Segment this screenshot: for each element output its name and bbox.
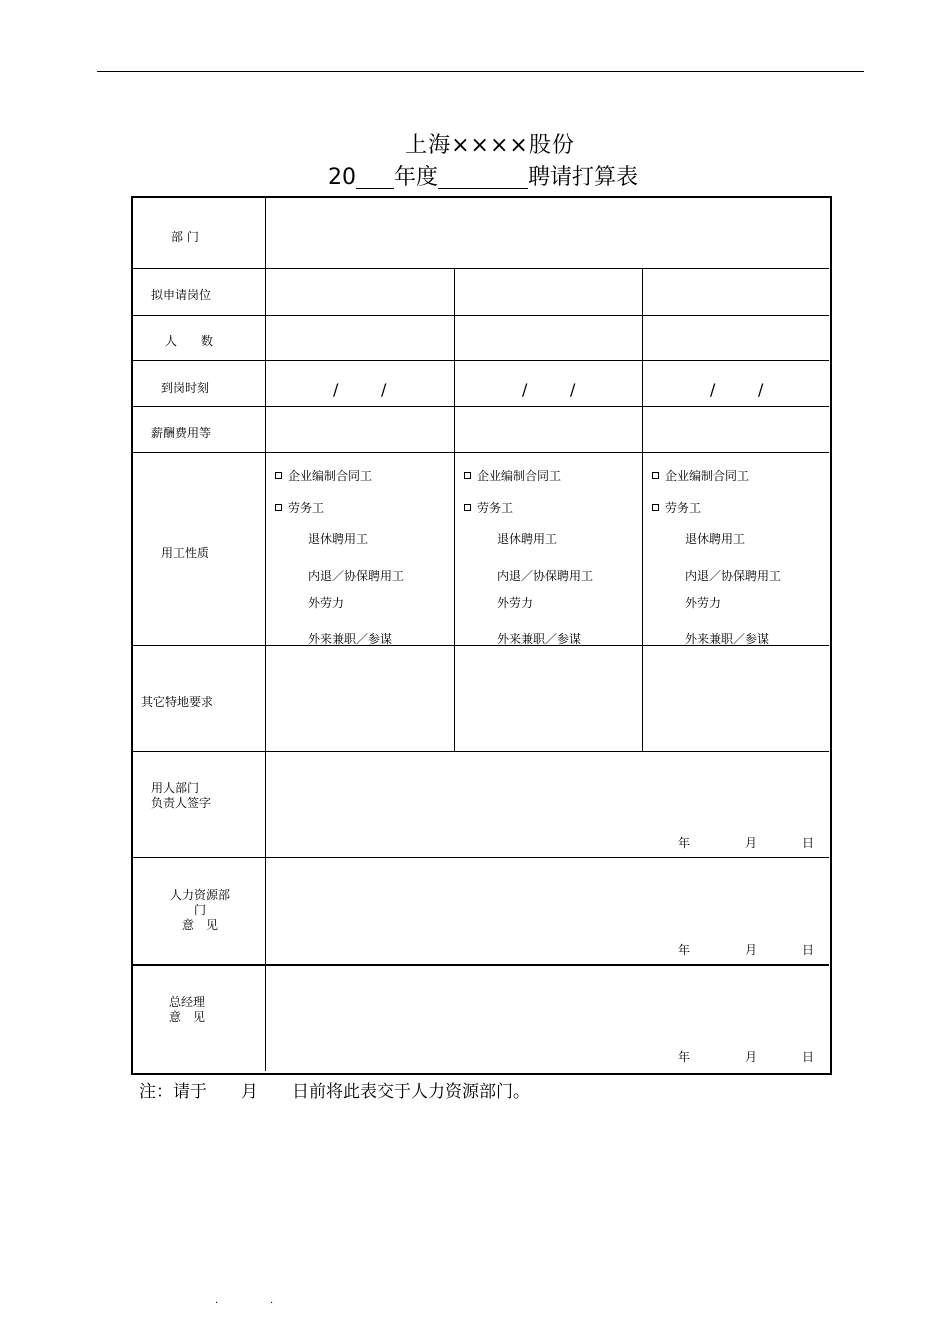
year-blank[interactable]: [356, 166, 394, 189]
footnote: 注：请于 月 日前将此表交于人力资源部门。: [139, 1082, 530, 1102]
option-internal: 内退／协保聘用工: [497, 569, 594, 583]
checkbox-icon[interactable]: [275, 472, 282, 479]
option-contract[interactable]: 企业编制合同工: [652, 467, 749, 484]
label-other-requirements: 其它特地要求: [141, 695, 214, 709]
row-divider: [132, 751, 829, 752]
option-outsourced: 外劳力: [497, 596, 534, 610]
option-internal: 内退／协保聘用工: [308, 569, 405, 583]
row-divider: [132, 857, 829, 858]
date-slash: /: [381, 380, 387, 399]
date-slash: /: [333, 380, 339, 399]
option-retired: 退休聘用工: [308, 532, 369, 546]
date-month: 月: [745, 943, 758, 957]
option-external: 外来兼职／参谋: [308, 632, 393, 646]
title-year-suffix: 年度: [394, 165, 439, 190]
option-external: 外来兼职／参谋: [685, 632, 770, 646]
option-outsourced: 外劳力: [308, 596, 345, 610]
option-external: 外来兼职／参谋: [497, 632, 582, 646]
date-slash: /: [710, 380, 716, 399]
company-title: 上海××××股份: [405, 133, 575, 158]
row-divider: [132, 315, 829, 316]
date-month: 月: [745, 836, 758, 850]
header-rule: [97, 71, 864, 72]
date-year: 年: [678, 1050, 691, 1064]
label-hr-opinion: 人力资源部门 意 见: [169, 888, 230, 932]
option-labor[interactable]: 劳务工: [464, 499, 513, 516]
title-suffix: 聘请打算表: [528, 165, 639, 190]
type-blank[interactable]: [438, 166, 528, 189]
option-retired: 退休聘用工: [685, 532, 746, 546]
date-slash: /: [758, 380, 764, 399]
column-divider: [454, 268, 455, 751]
label-salary: 薪酬费用等: [151, 426, 212, 440]
date-day: 日: [802, 1050, 815, 1064]
date-year: 年: [678, 836, 691, 850]
checkbox-icon[interactable]: [464, 472, 471, 479]
label-gm-opinion: 总经理 意 见: [168, 995, 205, 1024]
label-employment-type: 用工性质: [161, 546, 210, 560]
date-day: 日: [802, 836, 815, 850]
option-contract[interactable]: 企业编制合同工: [464, 467, 561, 484]
option-retired: 退休聘用工: [497, 532, 558, 546]
row-divider: [132, 406, 829, 407]
checkbox-icon[interactable]: [652, 504, 659, 511]
option-labor[interactable]: 劳务工: [652, 499, 701, 516]
checkbox-icon[interactable]: [464, 504, 471, 511]
date-day: 日: [802, 943, 815, 957]
checkbox-icon[interactable]: [275, 504, 282, 511]
option-outsourced: 外劳力: [685, 596, 722, 610]
date-year: 年: [678, 943, 691, 957]
label-position: 拟申请岗位: [151, 288, 212, 302]
date-slash: /: [522, 380, 528, 399]
label-arrival-time: 到岗时刻: [161, 381, 210, 395]
date-month: 月: [745, 1050, 758, 1064]
option-contract[interactable]: 企业编制合同工: [275, 467, 372, 484]
title-prefix: 20: [328, 165, 356, 190]
checkbox-icon[interactable]: [652, 472, 659, 479]
row-divider: [132, 360, 829, 361]
option-internal: 内退／协保聘用工: [685, 569, 782, 583]
row-divider: [132, 452, 829, 453]
option-labor[interactable]: 劳务工: [275, 499, 324, 516]
row-divider: [132, 268, 829, 269]
label-dept-head-sign: 用人部门 负责人签字: [151, 781, 212, 810]
scan-mark: ·: [270, 1298, 274, 1309]
form-title: [328, 160, 638, 191]
column-divider: [642, 268, 643, 751]
label-column-divider: [265, 197, 266, 1071]
scan-mark: ·: [215, 1298, 219, 1309]
row-divider: [132, 964, 829, 966]
label-headcount: 人 数: [165, 334, 214, 348]
label-department: 部 门: [171, 230, 199, 244]
date-slash: /: [570, 380, 576, 399]
